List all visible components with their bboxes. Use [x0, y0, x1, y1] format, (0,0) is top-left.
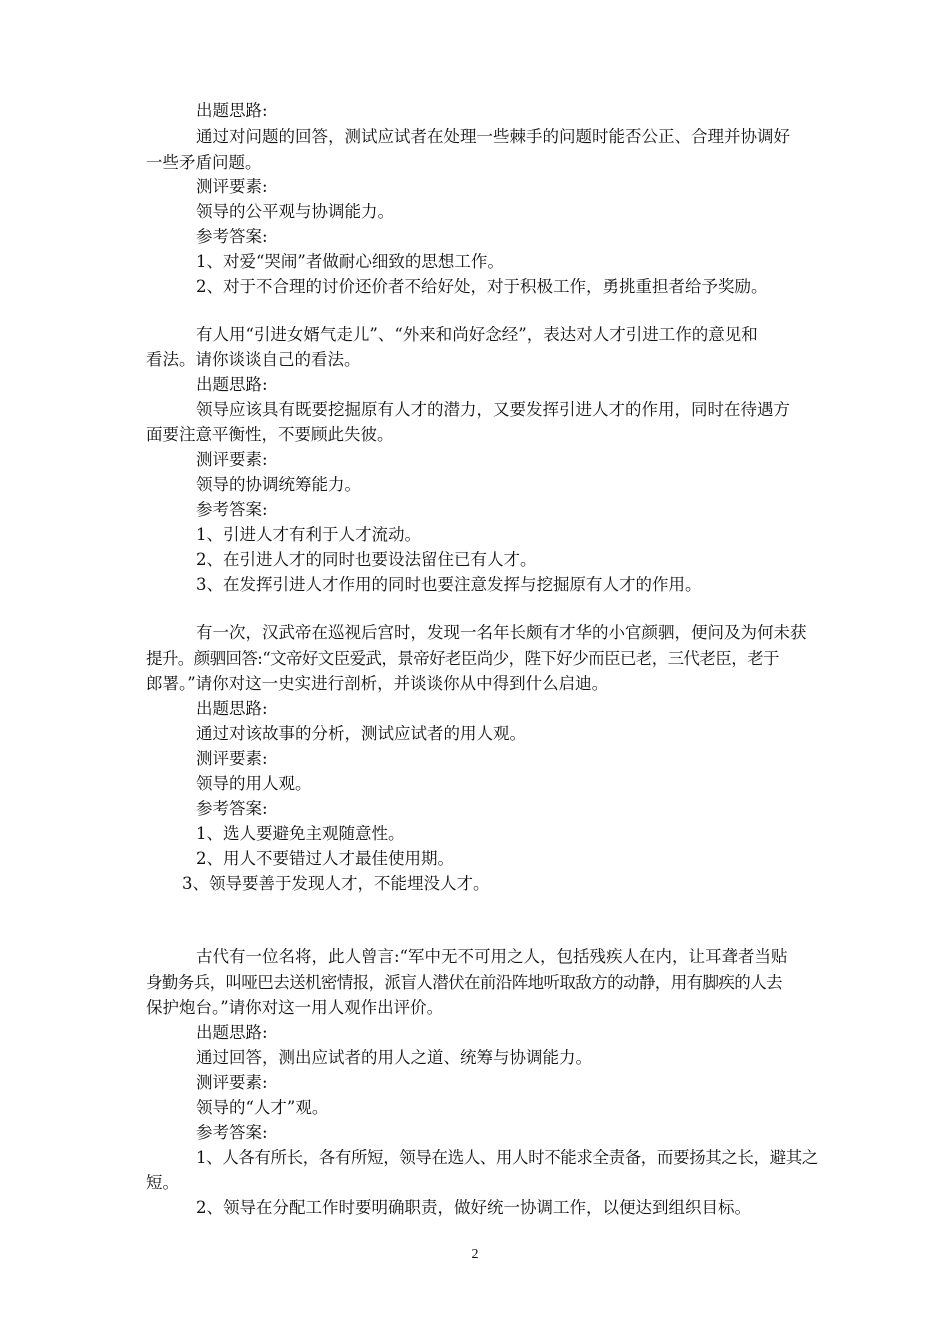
section-heading: 参考答案:	[196, 799, 268, 818]
answer-item: 3、领导要善于发现人才，不能埋没人才。	[182, 874, 490, 893]
section-heading: 出题思路:	[196, 375, 268, 394]
paragraph-line: 领导应该具有既要挖掘原有人才的潜力，又要发挥引进人才的作用，同时在待遇方	[196, 400, 790, 419]
answer-item: 1、选人要避免主观随意性。	[196, 824, 405, 843]
question-line: 保护炮台。”请你对这一用人观作出评价。	[146, 998, 444, 1017]
answer-item: 2、用人不要错过人才最佳使用期。	[196, 849, 454, 868]
answer-item: 2、在引进人才的同时也要设法留住已有人才。	[196, 550, 537, 569]
question-line: 古代有一位名将，此人曾言:“军中无不可用之人，包括残疾人在内，让耳聋者当贴	[196, 947, 788, 966]
paragraph-line: 通过对该故事的分析，测试应试者的用人观。	[196, 724, 526, 743]
paragraph-line: 领导的公平观与协调能力。	[196, 202, 394, 221]
question-line: 有人用“引进女婿气走儿”、“外来和尚好念经”，表达对人才引进工作的意见和	[196, 325, 758, 344]
paragraph-line: 通过对问题的回答，测试应试者在处理一些棘手的问题时能否公正、合理并协调好	[196, 127, 790, 146]
section-heading: 出题思路:	[196, 699, 268, 718]
answer-item: 2、对于不合理的讨价还价者不给好处，对于积极工作，勇挑重担者给予奖励。	[196, 277, 768, 296]
paragraph-line: 领导的“人才”观。	[196, 1098, 329, 1117]
paragraph-line: 领导的用人观。	[196, 774, 312, 793]
section-heading: 测评要素:	[196, 749, 268, 768]
answer-item: 2、领导在分配工作时要明确职责，做好统一协调工作，以便达到组织目标。	[196, 1198, 751, 1217]
answer-item: 1、引进人才有利于人才流动。	[196, 525, 421, 544]
answer-item: 短。	[146, 1173, 179, 1192]
section-heading: 测评要素:	[196, 177, 268, 196]
question-line: 提升。颜驷回答:“文帝好文臣爱武，景帝好老臣尚少，陛下好少而臣已老，三代老臣，老于	[146, 649, 779, 668]
paragraph-line: 面要注意平衡性，不要顾此失彼。	[146, 425, 394, 444]
question-line: 看法。请你谈谈自己的看法。	[146, 350, 361, 369]
answer-item: 3、在发挥引进人才作用的同时也要注意发挥与挖掘原有人才的作用。	[196, 575, 702, 594]
section-heading: 参考答案:	[196, 227, 268, 246]
section-heading: 参考答案:	[196, 500, 268, 519]
question-line: 郎署。”请你对这一史实进行剖析，并谈谈你从中得到什么启迪。	[146, 674, 609, 693]
answer-item: 1、对爱“哭闹”者做耐心细致的思想工作。	[196, 252, 504, 271]
section-heading: 参考答案:	[196, 1123, 268, 1142]
section-heading: 出题思路:	[196, 101, 268, 120]
question-line: 有一次，汉武帝在巡视后宫时，发现一名年长颇有才华的小官颜驷，便问及为何未获	[196, 623, 807, 642]
paragraph-line: 通过回答，测出应试者的用人之道、统筹与协调能力。	[196, 1048, 592, 1067]
paragraph-line: 一些矛盾问题。	[146, 153, 262, 172]
question-line: 身勤务兵，叫哑巴去送机密情报，派盲人潜伏在前沿阵地听取敌方的动静，用有脚疾的人去	[146, 973, 783, 992]
answer-item: 1、人各有所长，各有所短，领导在选人、用人时不能求全责备，而要扬其之长，避其之	[196, 1148, 818, 1167]
section-heading: 测评要素:	[196, 450, 268, 469]
paragraph-line: 领导的协调统筹能力。	[196, 475, 361, 494]
section-heading: 测评要素:	[196, 1073, 268, 1092]
page-number: 2	[471, 1247, 479, 1262]
section-heading: 出题思路:	[196, 1023, 268, 1042]
